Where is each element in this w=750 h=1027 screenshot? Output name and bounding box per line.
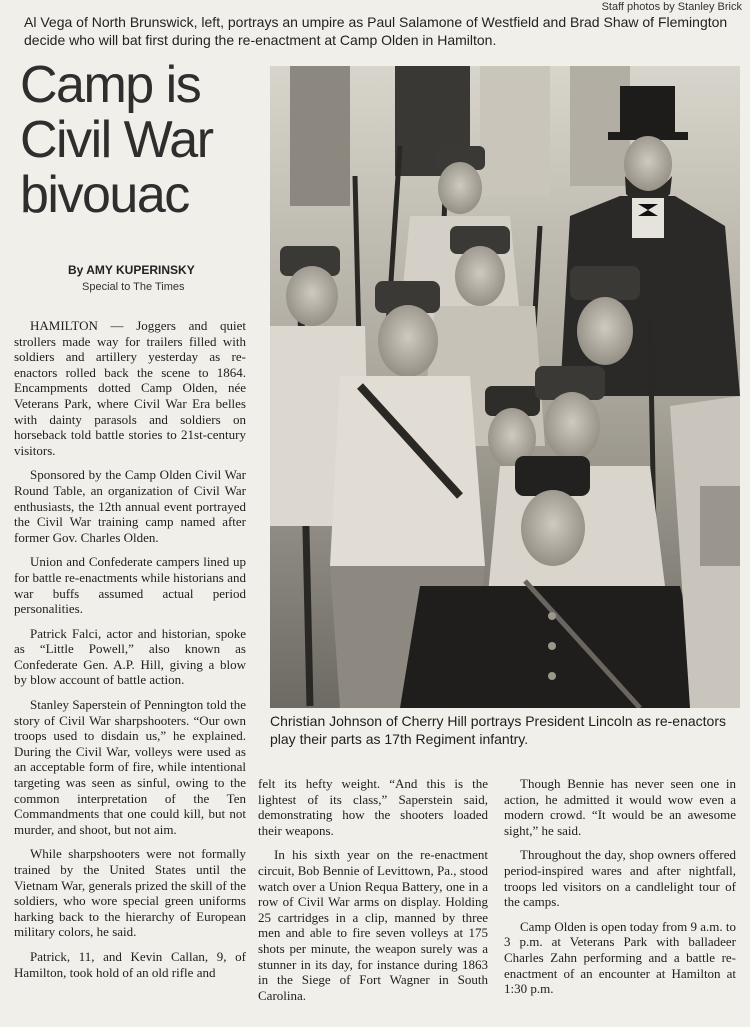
article-paragraph: Union and Confederate campers lined up for battle re-enactments while historians and war buffs assumed actual period personalities. (14, 554, 246, 617)
byline-affiliation: Special to The Times (82, 281, 185, 293)
article-paragraph: Throughout the day, shop owners offered period-inspired wares and after nightfall, troops led visitors on a candlelight tour of the camps. (504, 847, 736, 910)
article-column-2 (258, 776, 488, 1012)
article-paragraph: In his sixth year on the re-enactment circuit, Bob Bennie of Levittown, Pa., stood watch over a Union Requa Battery, one in a row of Civil War arms on display. Holding 25 cartridges in a clip, manned by three men and able to fire seven volleys at 175 shots per minute, the weapon surely was a stunner in its day, for instance during 1863 in the Siege of Fort Wagner in South Carolina. (258, 847, 488, 1003)
reenactors-photo (270, 66, 740, 708)
reenactors-photo-illustration (270, 66, 740, 708)
article-paragraph: While sharpshooters were not formally trained by the United States until the Vietnam War, generals prized the skill of the soldiers, who wore special green uniforms harking back to the hierarchy of European military colors, he said. (14, 846, 246, 940)
article-paragraph: felt its hefty weight. “And this is the lightest of its class,” Saperstein said, demonstrating how the shooters loaded their weapons. (258, 776, 488, 838)
headline: Camp is Civil War bivouac (20, 56, 213, 224)
top-photo-caption: Al Vega of North Brunswick, left, portrays an umpire as Paul Salamone of Westfield and Brad Shaw of Flemington decide who will bat first during the re-enactment at Camp Olden in Hamilton. (24, 14, 728, 48)
article-paragraph: Patrick, 11, and Kevin Callan, 9, of Hamilton, took hold of an old rifle and (14, 948, 246, 980)
article-column-1 (14, 318, 246, 989)
article-paragraph: Patrick Falci, actor and historian, spoke as “Little Powell,” also known as Confederate Gen. A.P. Hill, giving a blow by blow account of battle action. (14, 625, 246, 688)
byline: By AMY KUPERINSKY (68, 263, 195, 277)
article-paragraph: Stanley Saperstein of Pennington told the story of Civil War sharpshooters. “Our own troops used to disdain us,” he explained. During the Civil War, volleys were used as an acceptable form of fire, while intentional targeting was seen as sinful, owing to the common interpretation of the Ten Commandments that one could kill, but not murder, and shoot, but not aim. (14, 697, 246, 837)
article-paragraph: Though Bennie has never seen one in action, he admitted it would wow even a modern crowd. “It would be an awesome sight,” he said. (504, 776, 736, 838)
photo-caption: Christian Johnson of Cherry Hill portrays President Lincoln as re-enactors play their parts as 17th Regiment infantry. (270, 713, 726, 747)
article-paragraph: Sponsored by the Camp Olden Civil War Round Table, an organization of Civil War enthusiasts, the 12th annual event portrayed the Civil War training camp named after former Gov. Charles Olden. (14, 467, 246, 545)
article-column-3 (504, 776, 736, 1006)
photo-credit: Staff photos by Stanley Brick (601, 1, 742, 13)
article-paragraph: HAMILTON — Joggers and quiet strollers made way for trailers filled with soldiers and artillery yesterday as re-enactors rolled back the scene to 1864. Encampments dotted Camp Olden, née Veterans Park, where Civil War Era belles with dainty parasols and soldiers on horseback told battle stories to 21st-century visitors. (14, 318, 246, 458)
article-paragraph: Camp Olden is open today from 9 a.m. to 3 p.m. at Veterans Park with balladeer Charles Zahn performing and a battle re-enactment of an encounter at Hamilton at 1:30 p.m. (504, 918, 736, 997)
